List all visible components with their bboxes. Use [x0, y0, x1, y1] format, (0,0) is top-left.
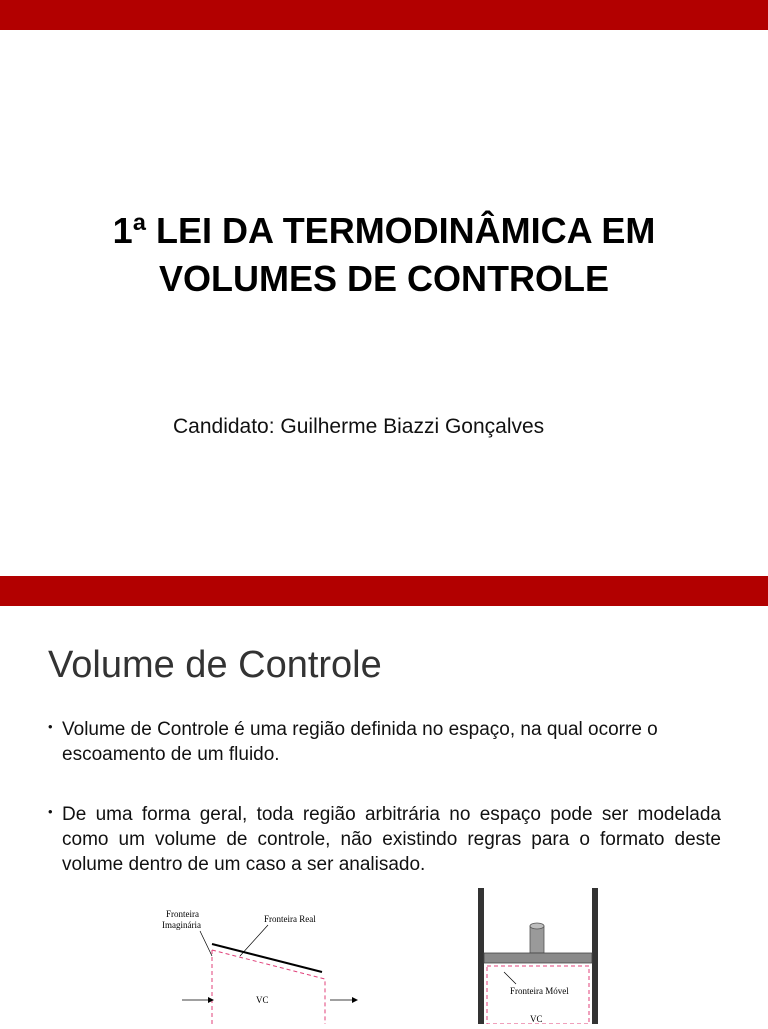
- label-imaginary-boundary-line-1: Fronteira: [166, 909, 199, 919]
- leader-moving-boundary: [504, 972, 516, 984]
- control-volume-diagram-left: [150, 904, 370, 1024]
- leader-imaginary: [200, 931, 212, 956]
- label-imaginary-boundary-line-2: Imaginária: [162, 920, 201, 930]
- piston-rod: [530, 926, 544, 953]
- slide-1-title-line-1: 1ª LEI DA TERMODINÂMICA EM: [112, 210, 656, 251]
- slide-1-title-line-2: VOLUMES DE CONTROLE: [158, 258, 610, 299]
- control-volume-figure-left: [150, 904, 370, 1024]
- slide-2-title: Volume de Controle: [48, 644, 382, 686]
- label-real-boundary: Fronteira Real: [264, 914, 316, 924]
- label-vc-left: VC: [256, 995, 269, 1005]
- slide-divider-bar: [0, 576, 768, 606]
- bullet-item-2: [48, 802, 721, 877]
- dashed-control-surface: [212, 950, 325, 1024]
- piston-head: [484, 953, 592, 963]
- bullet-item-1: [48, 717, 721, 767]
- bullet-text-1: Volume de Controle é uma região definida no espaço, na qual ocorre o escoamento de um fluido.: [62, 719, 658, 765]
- bullet-marker: •: [48, 804, 53, 819]
- outflow-arrow-head: [352, 997, 358, 1003]
- slide-1-title: [0, 207, 768, 303]
- bullet-marker: •: [48, 719, 53, 734]
- inflow-arrow-head: [208, 997, 214, 1003]
- piston-cylinder-diagram: [468, 888, 608, 1024]
- bullet-text-2: De uma forma geral, toda região arbitrária no espaço pode ser modelada como um volume de controle, não existindo regras para o formato deste volume dentro de um caso a ser analisado.: [62, 804, 721, 875]
- cylinder-wall-left: [478, 888, 484, 1024]
- cylinder-wall-right: [592, 888, 598, 1024]
- candidate-name: Candidato: Guilherme Biazzi Gonçalves: [173, 415, 545, 438]
- control-volume-figure-right: [468, 888, 608, 1024]
- top-accent-bar: [0, 0, 768, 30]
- real-boundary-wall: [212, 944, 322, 972]
- label-vc-right: VC: [530, 1014, 543, 1024]
- label-moving-boundary: Fronteira Móvel: [510, 986, 569, 996]
- piston-rod-top: [530, 923, 544, 929]
